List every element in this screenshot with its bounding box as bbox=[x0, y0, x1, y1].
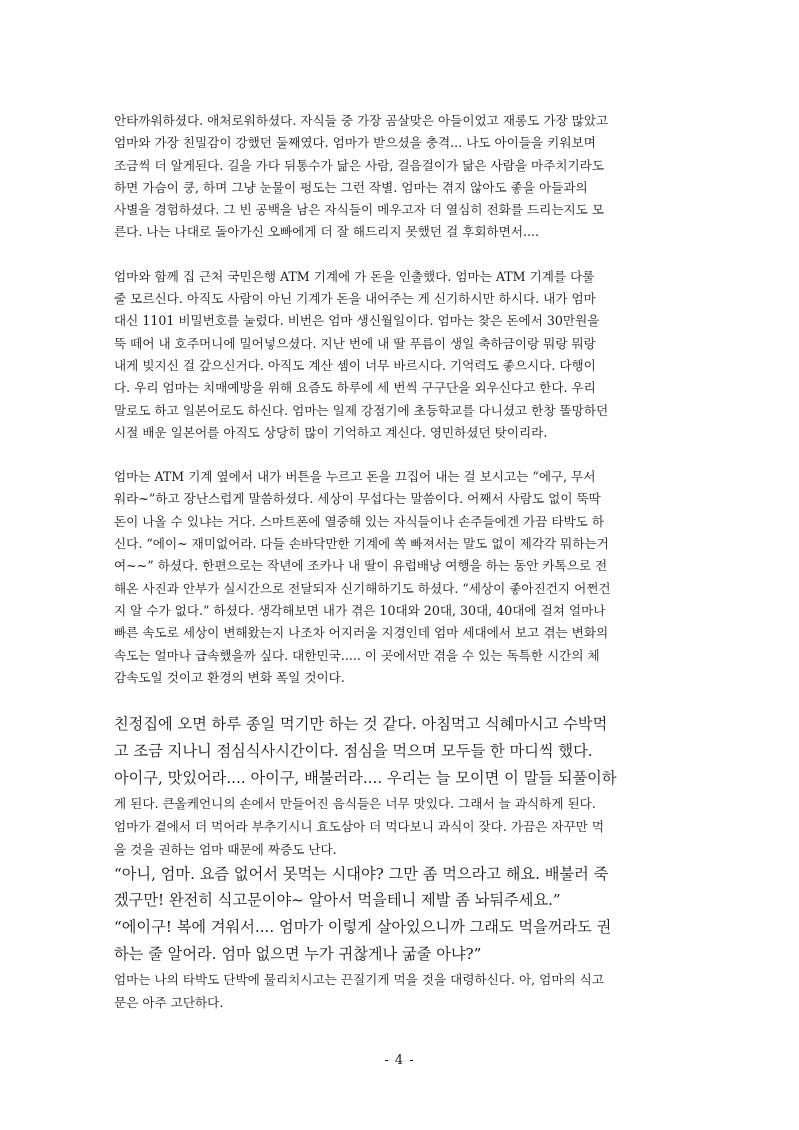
text-line: 조금씩 더 알게된다. 길을 가다 뒤통수가 닮은 사람, 걸음걸이가 닮은 사람을 마주치기라도 bbox=[114, 157, 605, 173]
text-line: 른다. 나는 나대로 돌아가신 오빠에게 더 잘 해드리지 못했던 걸 후회하면서.... bbox=[114, 224, 540, 240]
text-line: 속도는 얼마나 급속했을까 싶다. 대한민국..... 이 곳에서만 겪을 수 있는 독특한 시간의 체 bbox=[114, 647, 600, 663]
text-line: 해온 사진과 안부가 실시간으로 전달되자 신기해하기도 하셨다. “세상이 좋아진건지 어쩐건 bbox=[114, 580, 611, 596]
dialogue-line: 하는 줄 알어라. 엄마 없으면 누가 귀찮게나 굶줄 아냐?” bbox=[114, 944, 482, 963]
text-line: 사별을 경험하셨다. 그 빈 공백을 남은 자식들이 메우고자 더 열심히 전화를 드리는지도 모 bbox=[114, 202, 605, 218]
text-line: 다. 우리 엄마는 치매예방을 위해 요즘도 하루에 세 번씩 구구단을 외우신다고 한다. 우리 bbox=[114, 380, 596, 396]
text-line: 게 된다. 큰올케언니의 손에서 만들어진 음식들은 너무 맛있다. 그래서 늘 과식하게 된다. bbox=[114, 795, 596, 811]
text-line: 엄마와 함께 집 근처 국민은행 ATM 기계에 가 돈을 인출했다. 엄마는 ATM 기계를 다룰 bbox=[114, 268, 595, 284]
paragraph-1 bbox=[114, 110, 688, 244]
dialogue-line: “아니, 엄마. 요즘 없어서 못먹는 시대야? 그만 좀 먹으라고 해요. 배불러 죽 bbox=[114, 864, 609, 883]
text-line: 엄마가 곁에서 더 먹어라 부추기시니 효도삼아 더 먹다보니 과식이 잦다. 가끔은 자꾸만 먹 bbox=[114, 818, 605, 834]
text-line: 돈이 나올 수 있냐는 거다. 스마트폰에 열중해 있는 자식들이나 손주들에겐 가끔 타박도 하 bbox=[114, 513, 605, 529]
page-number: - 4 - bbox=[384, 1053, 415, 1068]
paragraph-2 bbox=[114, 266, 688, 444]
text-line: 뚝 떼어 내 호주머니에 밀어넣으셨다. 지난 번에 내 딸 푸름이 생일 축하금이랑 뭐랑 뭐랑 bbox=[114, 335, 596, 351]
closing-small-text-b bbox=[114, 968, 688, 1014]
text-line: 고 조금 지나니 점심식사시간이다. 점심을 먹으며 모두들 한 마디씩 했다. bbox=[114, 741, 593, 760]
text-line: 감속도일 것이고 환경의 변화 폭일 것이다. bbox=[114, 669, 345, 685]
closing-small-text-a bbox=[114, 792, 688, 861]
text-line: 엄마와 가장 친밀감이 강했던 둘째였다. 엄마가 받으셨을 충격... 나도 아이들을 키워보며 bbox=[114, 135, 596, 151]
text-line: 여~~” 하셨다. 한편으로는 작년에 조카나 내 딸이 유럽배낭 여행을 하는 동안 카톡으로 전 bbox=[114, 558, 608, 574]
text-line: 워라~”하고 장난스럽게 말씀하셨다. 세상이 무섭다는 말씀이다. 어째서 사람도 없이 뚝딱 bbox=[114, 491, 601, 507]
text-line: 엄마는 나의 타박도 단박에 물리치시고는 끈질기게 먹을 것을 대령하신다. 아, 엄마의 식고 bbox=[114, 971, 605, 987]
text-line: 친정집에 오면 하루 종일 먹기만 하는 것 같다. 아침먹고 식혜마시고 수박먹 bbox=[114, 715, 608, 734]
text-line: 을 것을 권하는 엄마 때문에 짜증도 난다. bbox=[114, 841, 337, 857]
text-line: 엄마는 ATM 기계 옆에서 내가 버튼을 누르고 돈을 끄집어 내는 걸 보시고는 “에구, 무서 bbox=[114, 469, 596, 485]
text-line: 빠른 속도로 세상이 변해왔는지 나조차 어지러울 지경인데 엄마 세대에서 보고 겪는 변화의 bbox=[114, 625, 609, 641]
closing-large-text-a bbox=[114, 711, 688, 791]
text-line: 내게 빚지신 걸 갚으신거다. 아직도 계산 셈이 너무 바르시다. 기억력도 좋으시다. 다행이 bbox=[114, 357, 596, 373]
text-line: 말로도 하고 일본어로도 하신다. 엄마는 일제 강점기에 초등학교를 다니셨고 한창 똘망하던 bbox=[114, 402, 609, 418]
paragraph-3 bbox=[114, 466, 688, 689]
document-body bbox=[114, 110, 688, 1014]
closing-section bbox=[114, 711, 688, 1014]
dialogue-line: 겠구만! 완전히 식고문이야~ 알아서 먹을테니 제발 좀 놔둬주세요.” bbox=[114, 891, 561, 910]
text-line: 안타까워하셨다. 애처로워하셨다. 자식들 중 가장 곰살맞은 아들이었고 재롱도 가장 많았고 bbox=[114, 113, 609, 128]
text-line: 아이구, 맛있어라.... 아이구, 배불러라.... 우리는 늘 모이면 이 말들 되풀이하 bbox=[114, 768, 617, 787]
text-line: 줄 모르신다. 아직도 사람이 아닌 기계가 돈을 내어주는 게 신기하시만 하시다. 내가 엄마 bbox=[114, 291, 596, 307]
text-line: 시절 배운 일본어를 아직도 상당히 많이 기억하고 계신다. 영민하셨던 탓이리라. bbox=[114, 424, 548, 440]
text-line: 대신 1101 비밀번호를 눌렀다. 비번은 엄마 생신월일이다. 엄마는 찾은 돈에서 30만원을 bbox=[114, 313, 600, 329]
closing-dialogue bbox=[114, 861, 688, 968]
text-line: 하면 가슴이 쿵, 하며 그냥 눈물이 펑도는 그런 작별. 엄마는 겪지 않아도 좋을 아들과의 bbox=[114, 179, 588, 195]
text-line: 신다. “에이~ 재미없어라. 다들 손바닥만한 기계에 쏙 빠져서는 말도 없이 제각각 뭐하는거 bbox=[114, 536, 609, 552]
text-line: 문은 아주 고단하다. bbox=[114, 994, 224, 1010]
text-line: 지 알 수가 없다.” 하셨다. 생각해보면 내가 겪은 10대와 20대, 30대, 40대에 걸쳐 얼마나 bbox=[114, 602, 606, 618]
dialogue-line: “에이구! 복에 겨워서.... 엄마가 이렇게 살아있으니까 그래도 먹을꺼라도 권 bbox=[114, 918, 612, 937]
